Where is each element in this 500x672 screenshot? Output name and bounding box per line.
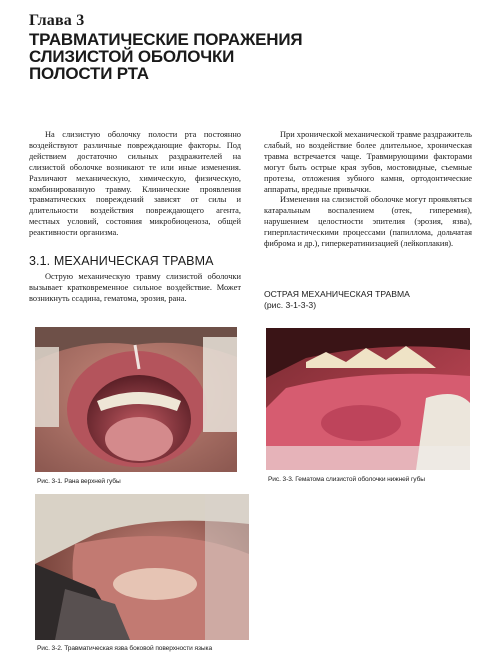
lower-lip-hematoma-icon — [266, 328, 470, 470]
section-text: Острую механическую травму слизистой оболочки вызывает кратковременное сильное воздействие. Может возникнуть ссадина, гематома, эрозия, рана. — [29, 272, 241, 303]
chapter-title-line-3: ПОЛОСТИ РТА — [29, 64, 149, 83]
subsection-heading — [264, 289, 474, 311]
right-paragraph-2: Изменения на слизистой оболочке могут проявляться катаральным воспалением (отек, гиперемия), нарушением целостности эпителия (эрозия, язва), гиперпластическими процессами (папиллома, дольчатая фиброма и др.), гиперкератинизацией (лейкоплакия). — [264, 195, 472, 249]
tongue-ulcer-icon — [35, 494, 249, 640]
chapter-label: Глава 3 — [29, 12, 85, 29]
figure-3-1-caption: Рис. 3-1. Рана верхней губы — [37, 478, 121, 485]
figure-3-2-caption: Рис. 3-2. Травматическая язва боковой поверхности языка — [37, 645, 213, 652]
figure-3-3-caption: Рис. 3-3. Гематома слизистой оболочки нижней губы — [268, 476, 425, 483]
right-column — [264, 130, 472, 250]
chapter-title-line-1: ТРАВМАТИЧЕСКИЕ ПОРАЖЕНИЯ — [29, 30, 303, 49]
subsection-ref: (рис. 3-1-3-3) — [264, 300, 317, 310]
section-title: 3.1. МЕХАНИЧЕСКАЯ ТРАВМА — [29, 254, 214, 268]
figure-3-1-photo — [35, 327, 237, 472]
chapter-title-line-2: СЛИЗИСТОЙ ОБОЛОЧКИ — [29, 47, 235, 66]
figure-3-3-photo — [266, 328, 470, 470]
right-paragraph-1: При хронической механической травме раздражитель слабый, но воздействие более длительное, хроническая травма встречается чаще. Травмирующими факторами могут быть острые края зубов, мостовидные, съемные протезы, отложения зубного камня, ортодонтические аппараты, вредные привычки. — [264, 130, 472, 194]
open-mouth-icon — [35, 327, 237, 472]
section-paragraph — [29, 272, 241, 305]
subsection-title: ОСТРАЯ МЕХАНИЧЕСКАЯ ТРАВМА — [264, 289, 410, 299]
intro-paragraph — [29, 130, 241, 239]
chapter-title — [29, 31, 329, 82]
intro-text: На слизистую оболочку полости рта постоянно воздействуют различные повреждающие факторы. Под действием достаточно сильных раздражителей на слизистой оболочке возникают те или иные изменения. Различают механическую, химическую, физическую, комбинированную травму. Клинические проявления травматических повреждений зависят от силы и длительности воздействия повреждающего агента, местных условий, состояния микробиоценоза, общей реактивности организма. — [29, 130, 241, 238]
figure-3-2-photo — [35, 494, 249, 640]
